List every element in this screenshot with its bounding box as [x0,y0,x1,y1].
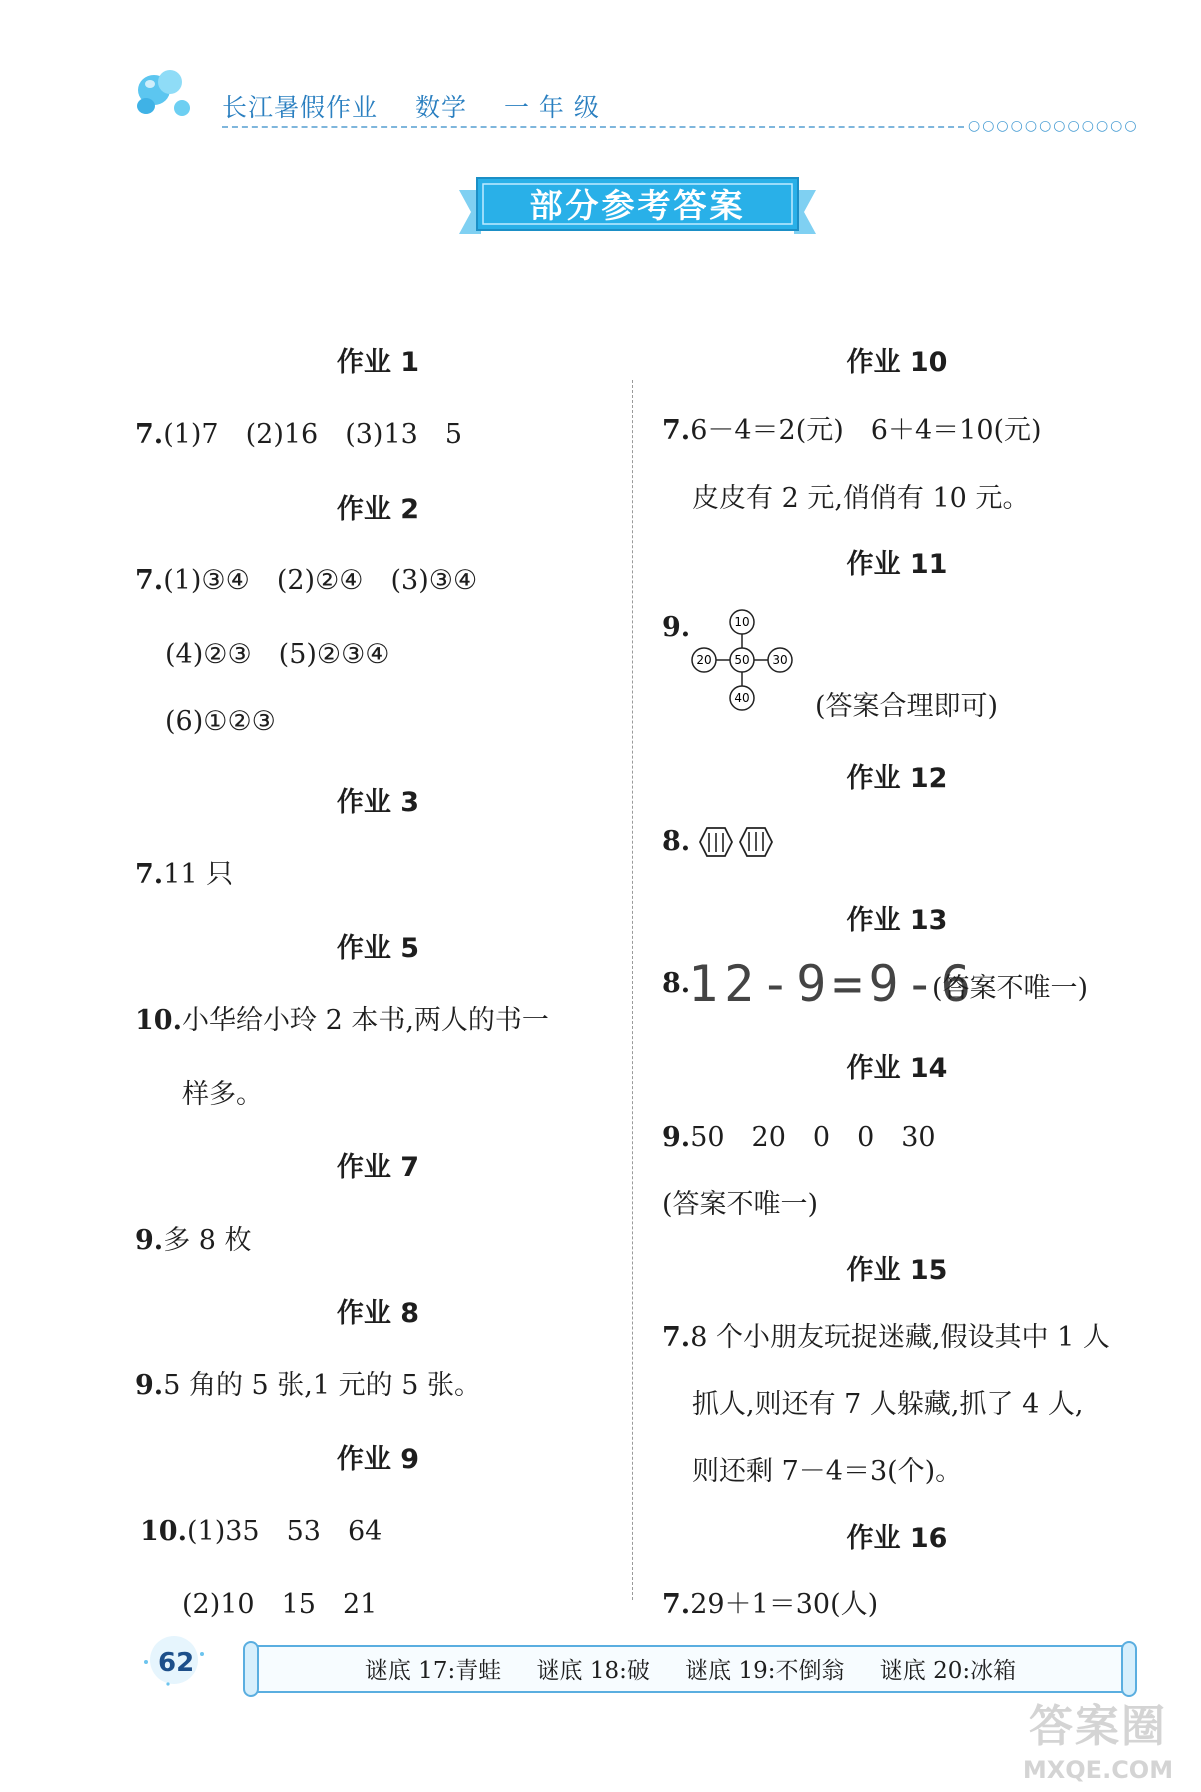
question-number: 7. [135,419,164,450]
section-heading: 作业 2 [336,494,420,525]
riddle-answer: 谜底 19:不倒翁 [685,1658,845,1684]
riddle-answer: 谜底 20:冰箱 [879,1658,1017,1684]
header-dots: ○○○○○○○○○○○○ [968,118,1139,134]
header-title [222,88,628,124]
question-number [662,612,690,643]
question-number: 9. [662,1122,691,1153]
answer-text: 6－4＝2(元) 6＋4＝10(元) [690,415,1042,446]
number-circle-diagram [690,608,794,712]
answer-continuation: (6)①②③ [165,706,276,737]
answer-line [140,1509,382,1548]
answer-continuation: (2)10 15 21 [182,1589,378,1620]
matchstick-equation: 12-9=9-6 [688,955,977,1013]
answer-text: 小华给小玲 2 本书,两人的书一 [181,1005,549,1036]
question-number: 10. [140,1516,187,1547]
hexagon-arrows-icon [692,822,782,862]
watermark-url: MXQE.COM [1022,1756,1174,1784]
answer-text: (1)③④ (2)②④ (3)③④ [163,565,478,596]
riddle-answer: 谜底 18:破 [536,1658,650,1684]
section-heading: 作业 12 [846,763,948,794]
answer-text: 29＋1＝30(人) [690,1589,879,1620]
answer-text: 8 个小朋友玩捉迷藏,假设其中 1 人 [690,1322,1110,1353]
watermark-title: 答案圈 [1029,1701,1167,1752]
answer-continuation: 则还剩 7－4＝3(个)。 [692,1456,963,1487]
answer-text: 多 8 枚 [163,1225,252,1256]
answer-line [662,408,1042,447]
answer-line [135,558,477,597]
answer-line [662,1582,878,1621]
question-number: 7. [662,1589,691,1620]
header-divider [222,126,964,128]
answer-text: (1)35 53 64 [186,1516,383,1547]
answer-line [135,1218,252,1257]
section-heading: 作业 10 [846,347,948,378]
answer-note: (答案合理即可) [815,691,999,722]
question-number: 10. [135,1005,182,1036]
answer-text: 50 20 0 0 30 [690,1122,936,1153]
question-number: 7. [662,415,691,446]
question-number [662,968,690,999]
section-heading: 作业 14 [846,1053,948,1084]
answer-text: (1)7 (2)16 (3)13 5 [163,419,462,450]
section-heading: 作业 9 [336,1444,420,1475]
question-number [662,826,690,857]
series-name: 长江暑假作业 [222,93,379,122]
section-heading: 作业 7 [336,1152,420,1183]
answer-note: (答案不唯一) [932,973,1089,1004]
section-heading: 作业 8 [336,1298,420,1329]
question-number: 7. [135,859,164,890]
answer-continuation: (答案不唯一) [662,1189,819,1220]
question-number: 9. [135,1225,164,1256]
watermark [1000,1690,1196,1788]
section-heading: 作业 16 [846,1523,948,1554]
question-number: 7. [662,1322,691,1353]
answer-text: 5 角的 5 张,1 元的 5 张。 [163,1370,481,1401]
question-number: 7. [135,565,164,596]
answer-line [662,1315,1110,1354]
section-heading: 作业 11 [846,549,948,580]
answer-line [662,1115,936,1154]
page-number: 62 [158,1648,195,1678]
subject-name: 数学 [414,93,467,122]
question-number-text: 9. [662,612,691,643]
balloon-logo-icon [132,62,202,122]
answer-line [135,1363,481,1402]
answer-line [135,412,462,451]
circle-center: 50 [734,653,750,667]
answer-continuation: (4)②③ (5)②③④ [165,639,390,670]
section-heading: 作业 5 [336,933,420,964]
column-divider [632,380,633,1600]
answer-continuation: 皮皮有 2 元,俏俏有 10 元。 [692,483,1030,514]
section-heading: 作业 1 [336,347,420,378]
riddle-answer: 谜底 17:青蛙 [364,1658,502,1684]
section-heading: 作业 15 [846,1255,948,1286]
circle-top: 10 [734,615,750,629]
grade-name: 一 年 级 [503,93,600,122]
circle-bottom: 40 [734,691,750,705]
section-heading: 作业 3 [336,787,420,818]
answer-line [135,998,549,1037]
answer-continuation: 抓人,则还有 7 人躲藏,抓了 4 人, [692,1389,1084,1420]
answer-line [135,852,233,891]
circle-left: 20 [696,653,712,667]
question-number: 9. [135,1370,164,1401]
answer-continuation: 样多。 [182,1079,263,1110]
answer-text: 11 只 [163,859,234,890]
banner-title: 部分参考答案 [529,186,746,225]
question-number-text: 8. [662,968,691,999]
section-heading: 作业 13 [846,905,948,936]
circle-right: 30 [772,653,788,667]
riddle-answers [268,1652,1113,1685]
question-number-text: 8. [662,826,691,857]
